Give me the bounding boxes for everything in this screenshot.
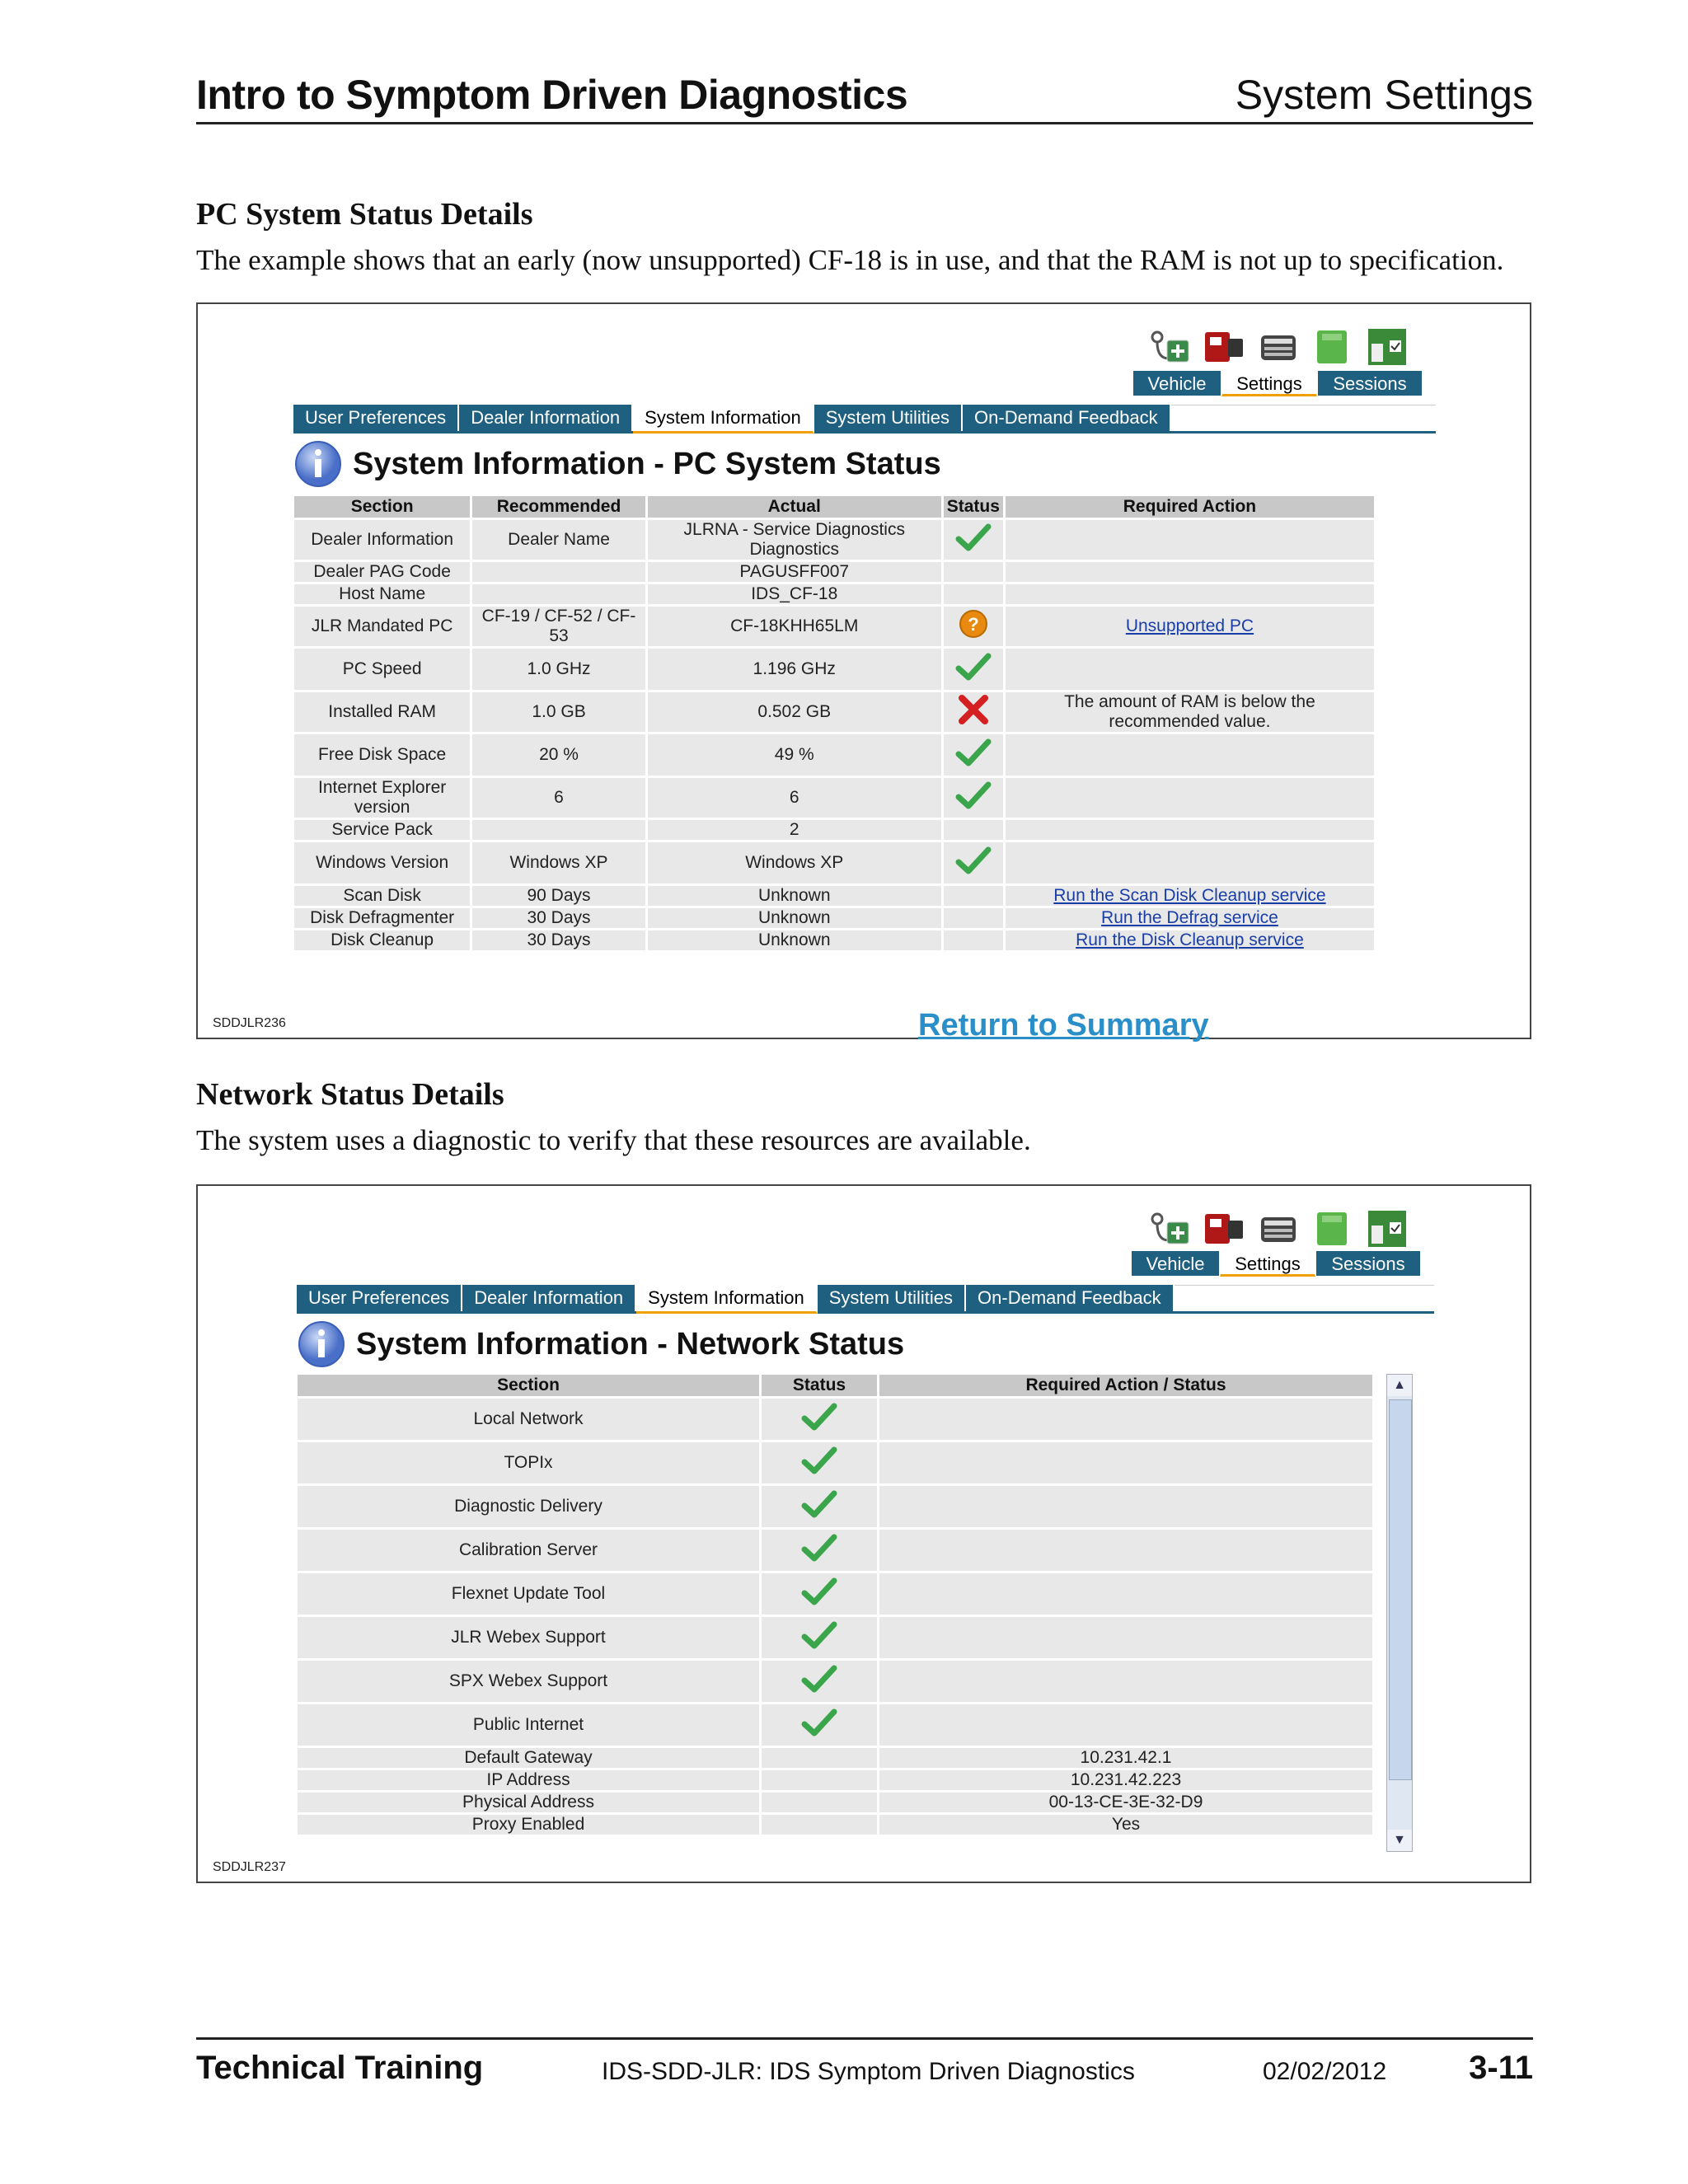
scroll-up-icon[interactable]: ▲ [1387,1375,1412,1396]
table-row [294,734,1374,776]
cell-actual: 2 [648,820,941,840]
page-footer [196,2037,1533,2091]
cell-actual: JLRNA - Service Diagnostics Diagnostics [648,520,941,560]
sessions-icon[interactable] [1311,326,1355,367]
cell-status [762,1704,877,1746]
cell-required-action [1006,820,1374,840]
table-row [294,820,1374,840]
cell-section: JLR Mandated PC [294,607,470,646]
cell-status [944,886,1003,906]
cell-section: Internet Explorer version [294,778,470,818]
column-header: Recommended [472,496,645,518]
cell-section: Public Internet [298,1704,759,1746]
pc-status-figure [196,302,1531,1043]
check-icon [955,860,992,879]
cell-required-action [1006,607,1374,646]
cell-status [944,562,1003,582]
cell-section: Host Name [294,584,470,604]
figure-title [293,439,941,489]
cell-status [762,1399,877,1440]
network-status-figure [196,1184,1531,1883]
check-icon [801,1635,837,1654]
cell-status [944,692,1003,732]
page-header [196,68,1533,124]
cell-section: JLR Webex Support [298,1617,759,1658]
cell-actual: Unknown [648,930,941,950]
cell-section: TOPIx [298,1442,759,1483]
cell-recommended [472,584,645,604]
cell-required-action [879,1442,1372,1483]
feedback-icon[interactable] [1365,326,1409,367]
action-link[interactable]: Unsupported PC [1125,616,1254,635]
table-row [298,1530,1372,1571]
check-icon [801,1679,837,1698]
check-icon [955,537,992,556]
cell-actual: Unknown [648,886,941,906]
cell-status [762,1793,877,1812]
table-row [294,649,1374,690]
cell-status [944,607,1003,646]
tab-sessions[interactable]: Sessions [1317,370,1423,396]
nav-tabs [297,1285,1434,1314]
footer-center: IDS-SDD-JLR: IDS Symptom Driven Diagnostics [602,2058,1135,2085]
cell-recommended: 90 Days [472,886,645,906]
sessions-icon[interactable] [1311,1207,1355,1249]
check-icon [801,1417,837,1436]
cell-required-action: 10.231.42.1 [879,1748,1372,1768]
tab-on-demand-feedback[interactable]: On-Demand Feedback [963,405,1171,431]
cell-section: Disk Defragmenter [294,908,470,928]
cell-status [944,842,1003,883]
table-row [294,778,1374,818]
feedback-icon[interactable] [1365,1207,1409,1249]
network-section-description: The system uses a diagnostic to verify that these resources are available. [196,1124,1031,1156]
cell-required-action [879,1661,1372,1702]
action-text: The amount of RAM is below the recommended value. [1064,692,1315,731]
scroll-down-icon[interactable]: ▼ [1387,1830,1412,1851]
cell-status [762,1661,877,1702]
table-row [298,1661,1372,1702]
cell-status [944,908,1003,928]
table-row [294,562,1374,582]
info-icon [297,1319,346,1369]
cell-section: Disk Cleanup [294,930,470,950]
cell-required-action [879,1399,1372,1440]
check-icon [801,1722,837,1741]
cell-section: Windows Version [294,842,470,883]
top-tabs [1132,370,1423,396]
cell-required-action: 00-13-CE-3E-32-D9 [879,1793,1372,1812]
cell-actual: 49 % [648,734,941,776]
cell-recommended [472,562,645,582]
cell-required-action [879,1617,1372,1658]
cell-required-action [1006,930,1374,950]
tab-settings[interactable]: Settings [1220,1250,1315,1277]
table-row [298,1442,1372,1483]
warning-icon [959,614,988,643]
cell-section: SPX Webex Support [298,1661,759,1702]
cell-required-action [1006,562,1374,582]
table-row [298,1748,1372,1768]
table-row [298,1399,1372,1440]
cell-required-action: Yes [879,1815,1372,1835]
column-header: Required Action [1006,496,1374,518]
tab-system-utilities[interactable]: System Utilities [818,1285,966,1311]
pc-status-table [292,494,1376,953]
cell-section: Scan Disk [294,886,470,906]
cell-required-action [1006,842,1374,883]
stethoscope-icon[interactable] [1147,1207,1192,1249]
cell-section: Local Network [298,1399,759,1440]
nav-tabs [293,405,1436,434]
table-row [298,1617,1372,1658]
cell-actual: 0.502 GB [648,692,941,732]
cell-section: Diagnostic Delivery [298,1486,759,1527]
tab-sessions[interactable]: Sessions [1315,1250,1421,1277]
pc-section-title: PC System Status Details [196,197,533,232]
table-row [294,607,1374,646]
vehicle-module-icon[interactable] [1202,326,1246,367]
toolbar-icons [1147,1207,1409,1249]
check-icon [801,1460,837,1479]
cell-required-action [1006,584,1374,604]
cell-actual: 1.196 GHz [648,649,941,690]
column-header: Section [298,1375,759,1396]
table-row [298,1770,1372,1790]
tab-user-preferences[interactable]: User Preferences [293,405,459,431]
figure-id: SDDJLR237 [213,1860,286,1874]
cell-actual: IDS_CF-18 [648,584,941,604]
table-row [298,1815,1372,1835]
toolbar-icons [1147,326,1409,367]
cell-recommended: Windows XP [472,842,645,883]
action-link[interactable]: Run the Defrag service [1101,908,1278,927]
cell-actual: Windows XP [648,842,941,883]
cell-status [944,584,1003,604]
tab-dealer-information[interactable]: Dealer Information [462,1285,636,1311]
cell-section: Dealer Information [294,520,470,560]
cell-section: Physical Address [298,1793,759,1812]
table-row [298,1704,1372,1746]
scroll-thumb[interactable] [1389,1399,1412,1780]
svg-text:?: ? [968,614,979,635]
tab-system-utilities[interactable]: System Utilities [814,405,963,431]
column-header: Section [294,496,470,518]
cell-section: Proxy Enabled [298,1815,759,1835]
table-row [294,930,1374,950]
check-icon [801,1548,837,1567]
cell-actual: 6 [648,778,941,818]
cell-section: Free Disk Space [294,734,470,776]
vehicle-module-icon[interactable] [1202,1207,1246,1249]
settings-icon[interactable] [1256,326,1301,367]
cell-status [944,820,1003,840]
section-name: System Settings [1235,72,1533,118]
table-row [298,1573,1372,1615]
table-row [294,886,1374,906]
table-row [294,908,1374,928]
action-link[interactable]: Run the Disk Cleanup service [1076,930,1304,949]
cell-recommended [472,820,645,840]
page-number: 3-11 [1469,2050,1533,2086]
cell-section: PC Speed [294,649,470,690]
document-title: Intro to Symptom Driven Diagnostics [196,72,908,118]
figure-title [297,1319,904,1369]
cell-required-action [1006,778,1374,818]
return-to-summary-link[interactable]: Return to Summary [918,1008,1209,1043]
cell-required-action [1006,692,1374,732]
cell-section: Default Gateway [298,1748,759,1768]
top-tabs [1131,1250,1421,1277]
tab-system-information[interactable]: System Information [636,1285,818,1314]
settings-icon[interactable] [1256,1207,1301,1249]
cell-status [944,930,1003,950]
cell-section: Flexnet Update Tool [298,1573,759,1615]
network-status-table [295,1372,1375,1837]
figure-title-text: System Information - PC System Status [353,446,941,481]
column-header: Status [762,1375,877,1396]
tab-on-demand-feedback[interactable]: On-Demand Feedback [966,1285,1175,1311]
figure-title-text: System Information - Network Status [356,1326,905,1361]
cell-required-action [1006,734,1374,776]
pc-section-description: The example shows that an early (now unsupported) CF-18 is in use, and that the RAM is not up to specification. [196,244,1504,276]
cell-recommended: 1.0 GHz [472,649,645,690]
cell-required-action [879,1530,1372,1571]
table-row [294,842,1374,883]
cell-required-action: 10.231.42.223 [879,1770,1372,1790]
table-row [294,692,1374,732]
check-icon [801,1504,837,1523]
tab-dealer-information[interactable]: Dealer Information [459,405,633,431]
cell-status [762,1530,877,1571]
table-row [294,584,1374,604]
check-icon [801,1591,837,1610]
cell-status [762,1748,877,1768]
cell-required-action [1006,908,1374,928]
cell-actual: CF-18KHH65LM [648,607,941,646]
cell-required-action [879,1573,1372,1615]
cell-section: Installed RAM [294,692,470,732]
column-header: Actual [648,496,941,518]
check-icon [955,752,992,771]
cell-recommended: 30 Days [472,908,645,928]
cell-status [762,1442,877,1483]
cell-recommended: 6 [472,778,645,818]
tab-vehicle[interactable]: Vehicle [1132,370,1221,396]
cell-actual: PAGUSFF007 [648,562,941,582]
cell-status [762,1815,877,1835]
cell-required-action [879,1704,1372,1746]
cell-status [944,649,1003,690]
cell-recommended: 1.0 GB [472,692,645,732]
cell-section: Dealer PAG Code [294,562,470,582]
info-icon [293,439,343,489]
footer-date: 02/02/2012 [1263,2058,1387,2085]
cell-required-action [1006,886,1374,906]
cell-status [762,1573,877,1615]
cell-status [944,734,1003,776]
cell-recommended: CF-19 / CF-52 / CF-53 [472,607,645,646]
scrollbar[interactable] [1386,1374,1413,1852]
table-row [294,520,1374,560]
tab-user-preferences[interactable]: User Preferences [297,1285,462,1311]
tab-system-information[interactable]: System Information [633,405,814,434]
column-header: Required Action / Status [879,1375,1372,1396]
column-header: Status [944,496,1003,518]
action-link[interactable]: Run the Scan Disk Cleanup service [1053,886,1326,905]
cell-required-action [1006,520,1374,560]
tab-settings[interactable]: Settings [1221,370,1317,396]
cell-status [762,1486,877,1527]
cell-status [762,1770,877,1790]
cell-actual: Unknown [648,908,941,928]
cell-status [944,520,1003,560]
stethoscope-icon[interactable] [1147,326,1192,367]
cell-status [944,778,1003,818]
cell-section: Calibration Server [298,1530,759,1571]
check-icon [955,795,992,814]
cell-status [762,1617,877,1658]
table-row [298,1793,1372,1812]
cell-recommended: 30 Days [472,930,645,950]
footer-left: Technical Training [196,2050,484,2086]
cell-recommended: 20 % [472,734,645,776]
check-icon [955,667,992,686]
cell-section: Service Pack [294,820,470,840]
cell-section: IP Address [298,1770,759,1790]
tab-vehicle[interactable]: Vehicle [1131,1250,1220,1277]
cell-required-action [879,1486,1372,1527]
network-section-title: Network Status Details [196,1077,504,1112]
figure-id: SDDJLR236 [213,1016,286,1030]
cell-required-action [1006,649,1374,690]
cell-recommended: Dealer Name [472,520,645,560]
table-row [298,1486,1372,1527]
cross-icon [957,711,990,730]
